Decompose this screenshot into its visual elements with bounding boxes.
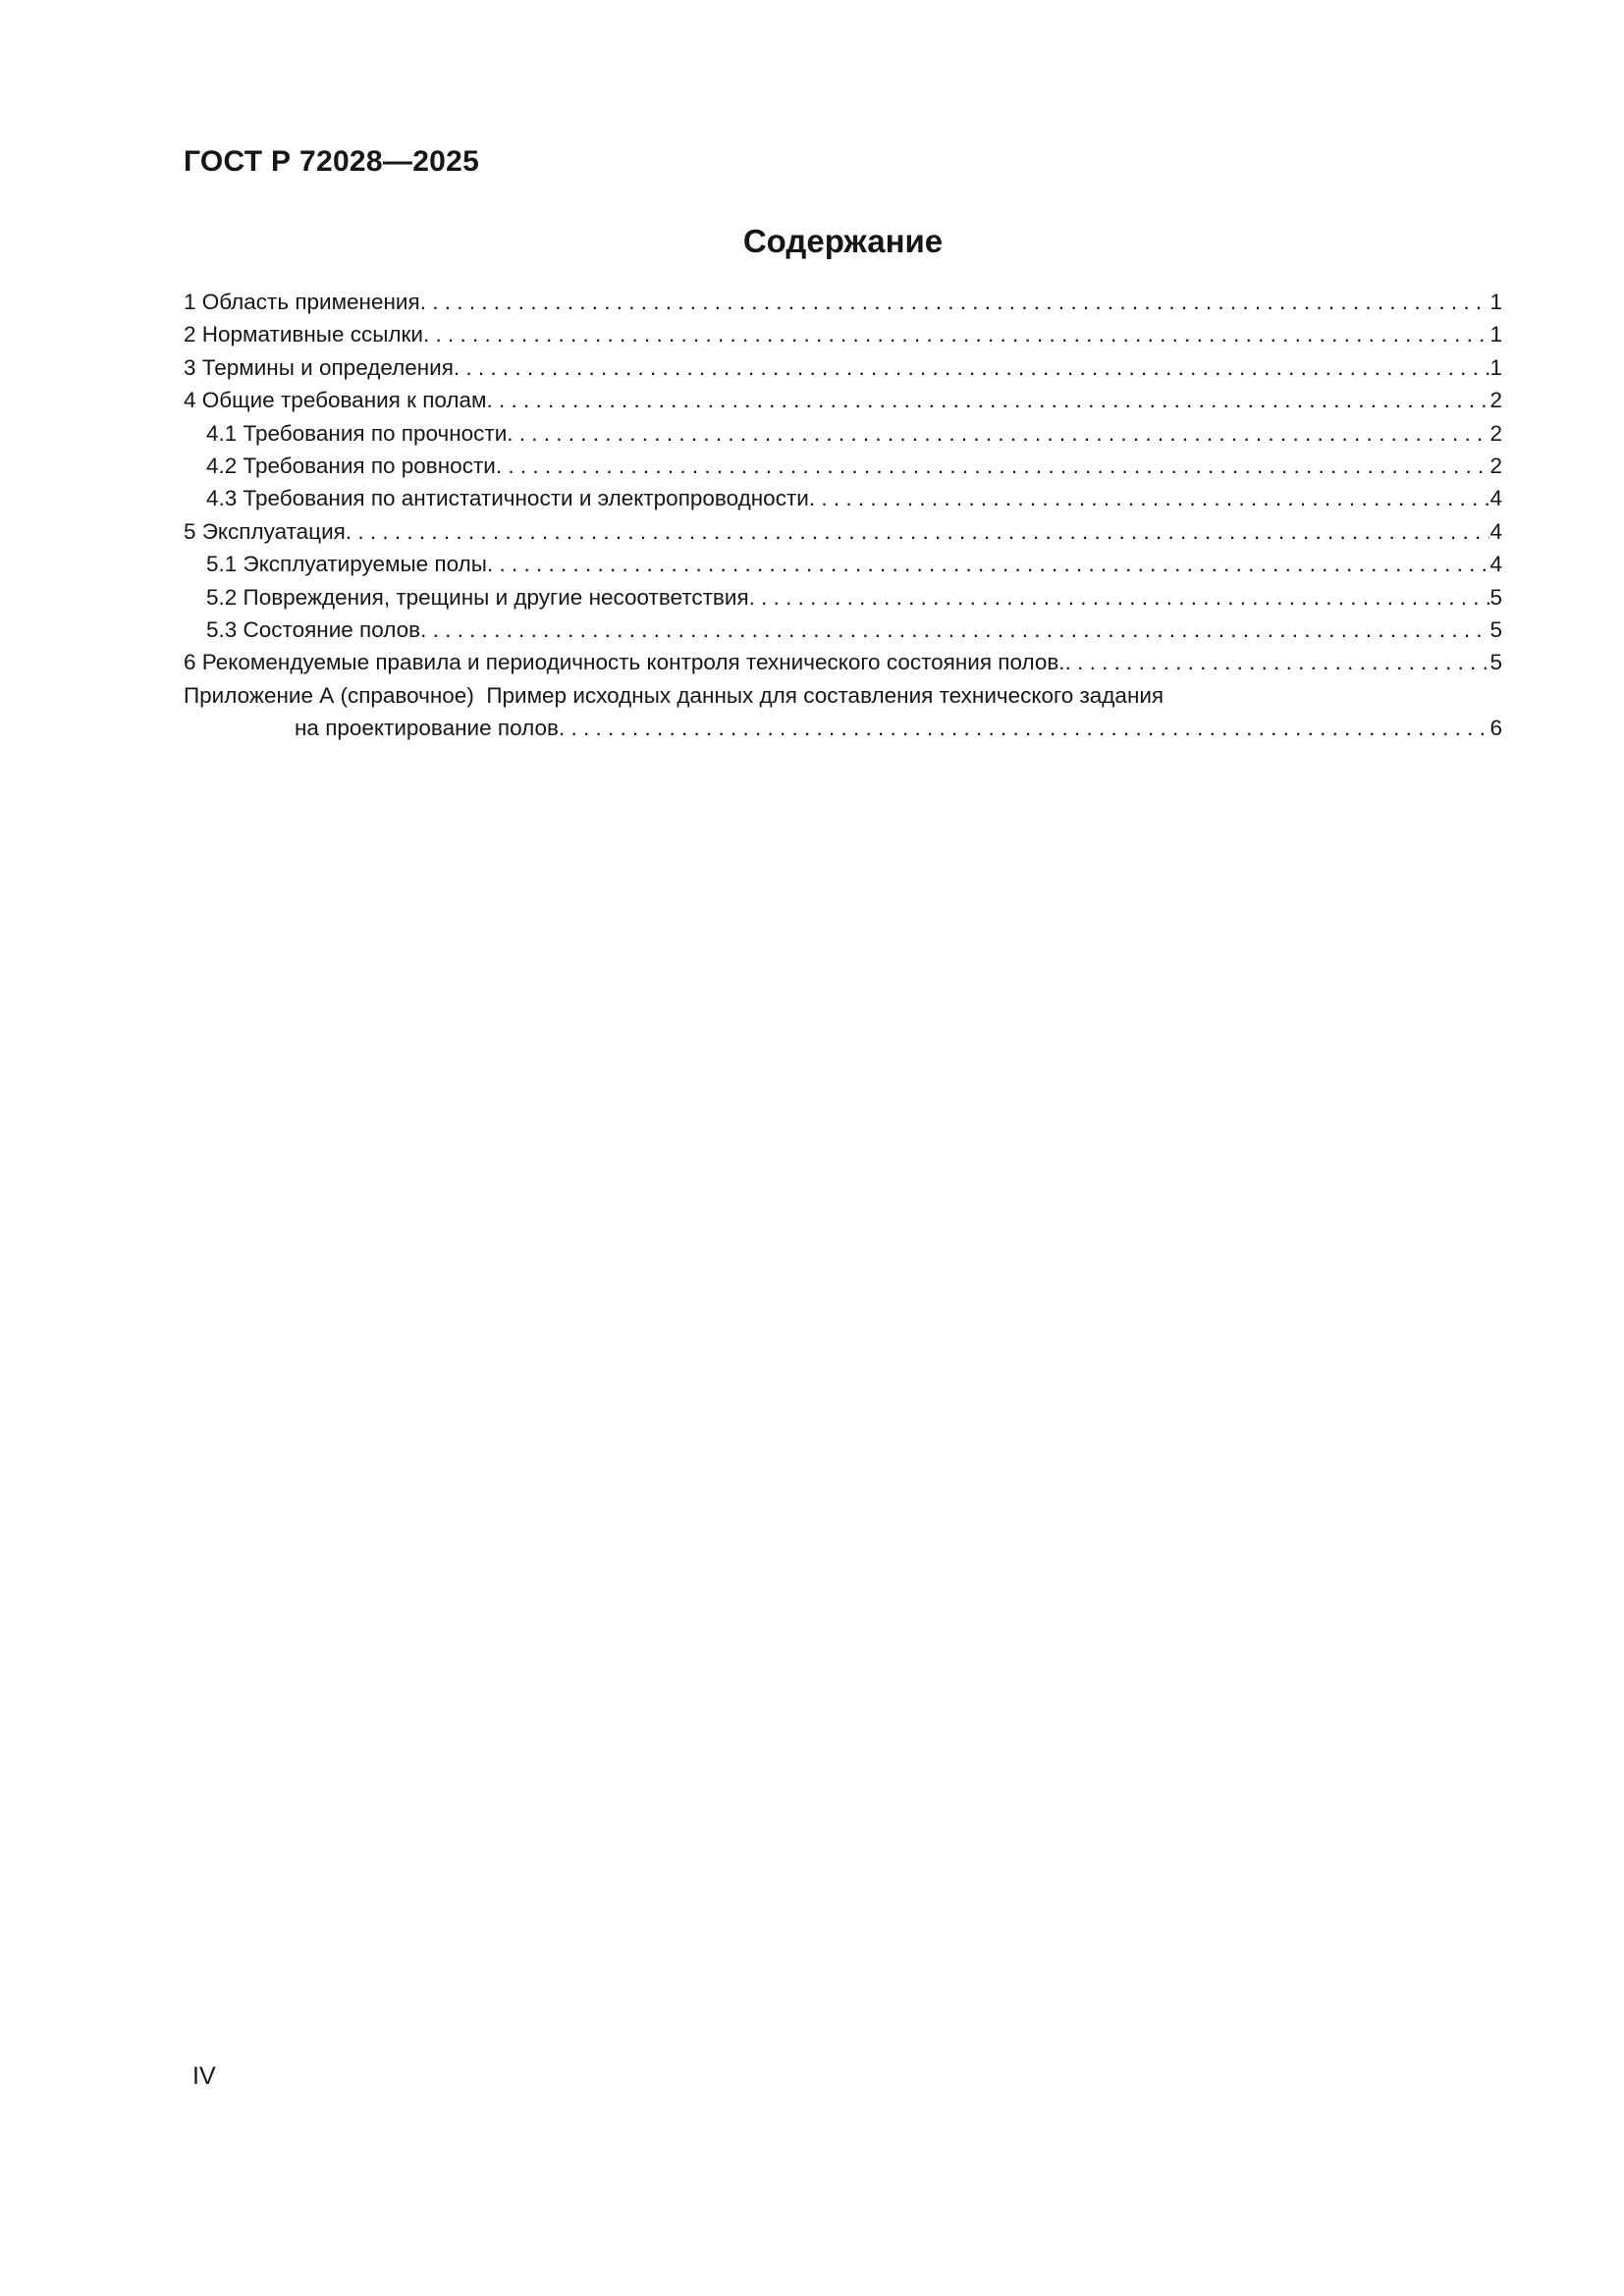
toc-entry-label: на проектирование полов [295, 716, 559, 741]
toc-entry-page: 4 [1489, 552, 1502, 577]
dot-leader [809, 482, 1490, 514]
toc-entry-page: 2 [1489, 420, 1502, 446]
toc-entry-label: 6 Рекомендуемые правила и периодичность контроля технического состояния полов. [184, 650, 1065, 675]
toc-row [184, 581, 1502, 614]
toc-entry-page: 6 [1489, 716, 1502, 741]
dot-leader [1065, 646, 1490, 678]
dot-leader [487, 548, 1490, 580]
toc-entry-label: 3 Термины и определения [184, 354, 454, 380]
toc-entry-page: 5 [1489, 650, 1502, 675]
dot-leader [749, 581, 1490, 614]
dot-leader [496, 450, 1490, 482]
dot-leader [423, 318, 1490, 350]
toc-row [184, 679, 1502, 712]
toc-entry-label: 2 Нормативные ссылки [184, 322, 423, 347]
page-number-footer: IV [192, 2062, 216, 2090]
toc-title: Содержание [742, 223, 944, 259]
toc-row [184, 286, 1502, 318]
toc-entry-page: 2 [1489, 388, 1502, 413]
dot-leader [420, 286, 1490, 318]
dot-leader [487, 384, 1490, 416]
toc-entry-label: Приложение А (справочное) Пример исходных данных для составления технического задания [184, 682, 1164, 708]
toc-entry-page: 1 [1489, 354, 1502, 380]
toc-entry-label: 4.1 Требования по прочности [206, 420, 508, 446]
toc-row [184, 515, 1502, 548]
toc-entry-label: 5.3 Состояние полов [206, 616, 421, 642]
toc-entry-page: 4 [1489, 518, 1502, 544]
toc-row [184, 384, 1502, 416]
dot-leader [559, 712, 1490, 744]
toc-entry-page: 1 [1489, 322, 1502, 347]
toc-row [184, 450, 1502, 482]
toc-entry-label: 5 Эксплуатация [184, 518, 346, 544]
toc-entry-page: 5 [1489, 584, 1502, 610]
toc-entry-page: 1 [1489, 290, 1502, 314]
dot-leader [420, 614, 1489, 646]
toc-entry-page: 2 [1489, 453, 1502, 478]
toc-entry-page: 4 [1489, 486, 1502, 511]
toc-row [184, 482, 1502, 514]
toc-row [184, 614, 1502, 646]
toc-entry-label: 4.2 Требования по ровности [206, 453, 496, 478]
toc-row [184, 646, 1502, 678]
toc-entry-label: 5.2 Повреждения, трещины и другие несоответствия [206, 584, 749, 610]
toc-entry-label: 4.3 Требования по антистатичности и электропроводности [206, 486, 809, 511]
toc-row [184, 417, 1502, 450]
toc-row [184, 548, 1502, 580]
toc-row [184, 351, 1502, 384]
dot-leader [507, 417, 1489, 450]
toc-row [184, 318, 1502, 350]
document-header: ГОСТ Р 72028—2025 [184, 145, 480, 178]
table-of-contents [184, 286, 1502, 744]
toc-row [184, 712, 1502, 744]
toc-entry-label: 1 Область применения [184, 290, 420, 314]
toc-entry-label: 5.1 Эксплуатируемые полы [206, 552, 487, 577]
toc-entry-label: 4 Общие требования к полам [184, 388, 487, 413]
dot-leader [454, 351, 1490, 384]
dot-leader [346, 515, 1490, 548]
toc-entry-page: 5 [1489, 616, 1502, 642]
